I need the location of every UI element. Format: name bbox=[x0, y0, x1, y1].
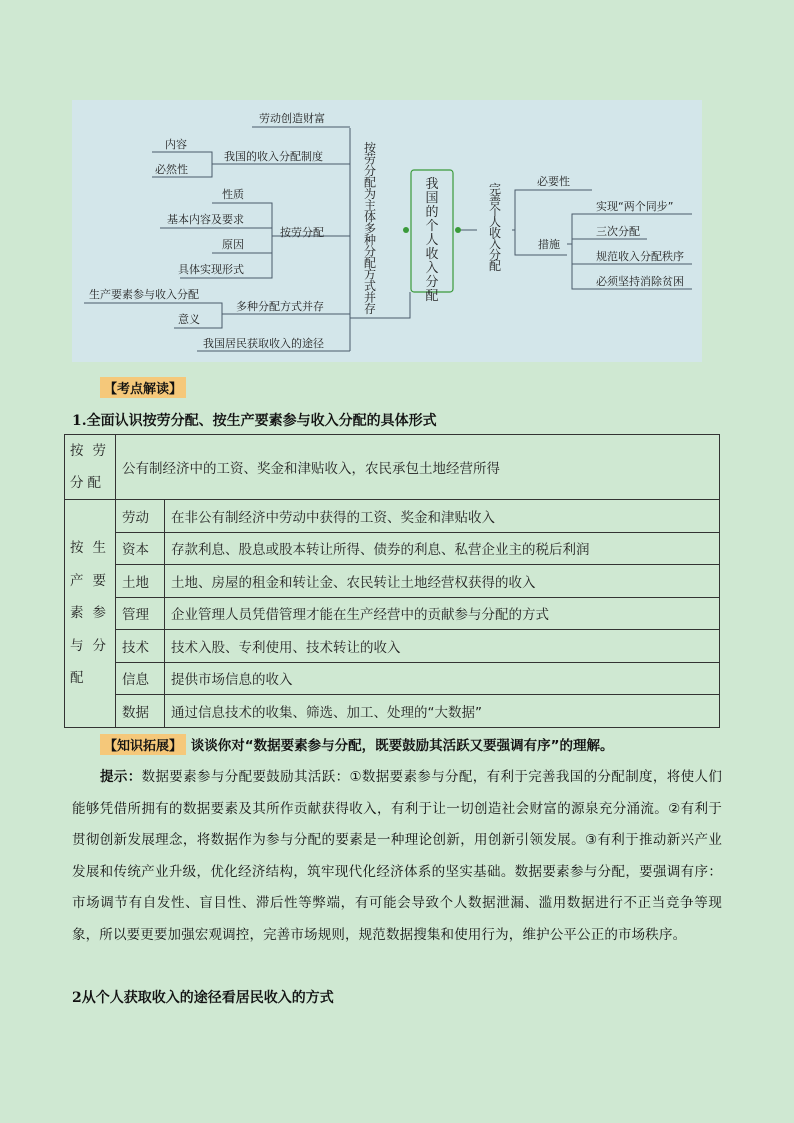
table-factor: 信息 bbox=[116, 662, 165, 695]
hint-text: 数据要素参与分配要鼓励其活跃：①数据要素参与分配，有利于完善我国的分配制度，将使人们能够凭借所拥有的数据要素及其所作贡献获得收入，有利于让一切创造社会财富的源泉充分涌流。②有利于贯彻创新发展理念，将数据作为参与分配的要素是一种理论创新，用创新引领发展。③有利于推动新兴产业发展和传统产业升级，优化经济结构，筑牢现代化经济体系的坚实基础。数据要素参与分配，要强调有序：市场调节有自发性、盲目性、滞后性等弊端，有可能会导致个人数据泄漏、滥用数据进行不正当竞争等现象，所以要更要加强宏观调控，完善市场规则，规范数据搜集和使用行为，维护公平公正的市场秩序。 bbox=[72, 769, 722, 943]
mm-item-distribution-system: 我国的收入分配制度 bbox=[224, 150, 323, 163]
left-title-vertical-char: 分 bbox=[363, 164, 377, 178]
left-title-vertical-char: 分 bbox=[363, 244, 377, 259]
knowledge-expand-question: 谈谈你对“数据要素参与分配，既要鼓励其活跃又要强调有序”的理解。 bbox=[190, 738, 614, 754]
mm-leaf-standardize: 规范收入分配秩序 bbox=[596, 250, 684, 263]
mm-item-labor-distribution: 按劳分配 bbox=[280, 226, 324, 239]
left-title-vertical-char: 为 bbox=[363, 187, 377, 201]
mm-leaf-basic-content: 基本内容及要求 bbox=[167, 213, 244, 226]
center-vertical-char: 的 bbox=[425, 205, 439, 220]
table-cell: 企业管理人员凭借管理才能在生产经营中的贡献参与分配的方式 bbox=[165, 597, 720, 630]
right-title-vertical-char: 人 bbox=[488, 215, 502, 229]
left-title-vertical-char: 多 bbox=[363, 221, 377, 236]
mm-leaf-nature: 性质 bbox=[222, 188, 244, 201]
mm-leaf-factors: 生产要素参与收入分配 bbox=[89, 288, 199, 301]
table-row bbox=[65, 565, 720, 598]
knowledge-expand-tag: 【知识拓展】 bbox=[100, 734, 186, 755]
left-title-vertical-char: 存 bbox=[363, 302, 377, 316]
mm-item-multiple-methods: 多种分配方式并存 bbox=[236, 300, 324, 313]
table-cell: 通过信息技术的收集、筛选、加工、处理的“大数据” bbox=[165, 695, 720, 728]
table-row bbox=[65, 695, 720, 728]
right-title-vertical-char: 个 bbox=[488, 204, 502, 218]
mm-item-necessity: 必要性 bbox=[537, 175, 570, 188]
table-cell: 存款利息、股息或股本转让所得、债券的利息、私营企业主的税后利润 bbox=[165, 532, 720, 565]
heading-1: 1.全面认识按劳分配、按生产要素参与收入分配的具体形式 bbox=[72, 413, 437, 429]
mm-leaf-necessity: 必然性 bbox=[155, 163, 188, 176]
center-node-vertical-text bbox=[425, 177, 438, 304]
hint-label: 提示： bbox=[100, 769, 142, 785]
left-title-vertical-char: 按 bbox=[363, 141, 377, 155]
left-title-vertical-char: 配 bbox=[363, 256, 377, 270]
table-cell: 公有制经济中的工资、奖金和津贴收入，农民承包土地经营所得 bbox=[116, 435, 720, 500]
right-title-vertical-char: 善 bbox=[488, 193, 502, 207]
right-title-vertical-char: 完 bbox=[488, 182, 502, 196]
left-title-vertical-char: 配 bbox=[363, 175, 377, 190]
table-factor: 资本 bbox=[116, 532, 165, 565]
right-title-vertical-char: 配 bbox=[488, 259, 502, 273]
table-factor: 土地 bbox=[116, 565, 165, 598]
table-category-factors: 按生产要素参与分配 bbox=[65, 500, 116, 728]
mm-leaf-eliminate-poverty: 必须坚持消除贫困 bbox=[596, 275, 684, 288]
table-cell: 技术入股、专利使用、技术转让的收入 bbox=[165, 630, 720, 663]
right-title-vertical-char: 收 bbox=[488, 226, 502, 240]
heading-2: 2从个人获取收入的途径看居民收入的方式 bbox=[72, 990, 334, 1006]
table-factor: 数据 bbox=[116, 695, 165, 728]
center-vertical-char: 分 bbox=[425, 275, 439, 290]
left-title-vertical-char: 主 bbox=[363, 198, 377, 213]
left-title-vertical-char: 种 bbox=[363, 233, 377, 247]
mind-map bbox=[72, 100, 702, 362]
center-vertical-char: 国 bbox=[425, 191, 439, 206]
table-factor: 技术 bbox=[116, 630, 165, 663]
table-row bbox=[65, 662, 720, 695]
table-row bbox=[65, 630, 720, 663]
right-title-vertical-char: 入 bbox=[488, 237, 502, 251]
table-category-labor: 按劳分配 bbox=[65, 435, 116, 500]
mind-map-diagram bbox=[72, 100, 702, 362]
left-title-vertical-char: 体 bbox=[363, 210, 377, 224]
left-title-vertical-char: 劳 bbox=[363, 152, 377, 167]
mm-leaf-realization: 具体实现形式 bbox=[178, 263, 244, 276]
table-cell: 在非公有制经济中劳动中获得的工资、奖金和津贴收入 bbox=[165, 500, 720, 533]
center-vertical-char: 人 bbox=[425, 233, 439, 248]
mm-item-income-channels: 我国居民获取收入的途径 bbox=[203, 337, 324, 350]
table-factor: 劳动 bbox=[116, 500, 165, 533]
mm-leaf-two-sync: 实现“两个同步” bbox=[596, 200, 674, 213]
left-title-vertical-char: 并 bbox=[363, 290, 377, 305]
right-branch-title bbox=[489, 182, 501, 273]
left-title-vertical-char: 式 bbox=[363, 279, 377, 293]
center-vertical-char: 收 bbox=[425, 247, 439, 262]
center-vertical-char: 我 bbox=[425, 177, 439, 192]
table-row bbox=[65, 500, 720, 533]
center-vertical-char: 配 bbox=[425, 289, 439, 304]
section-tag-key-points: 【考点解读】 bbox=[100, 377, 186, 398]
center-vertical-char: 入 bbox=[425, 261, 439, 276]
mm-leaf-reason: 原因 bbox=[222, 238, 244, 251]
table-row bbox=[65, 435, 720, 500]
knowledge-expand bbox=[100, 734, 613, 755]
mm-leaf-significance: 意义 bbox=[178, 313, 200, 326]
table-factor: 管理 bbox=[116, 597, 165, 630]
mm-item-labor-creates-wealth: 劳动创造财富 bbox=[259, 112, 325, 125]
mm-leaf-content: 内容 bbox=[165, 138, 187, 151]
mm-leaf-three-distribution: 三次分配 bbox=[596, 225, 640, 238]
hint-paragraph bbox=[72, 762, 722, 952]
table-row bbox=[65, 532, 720, 565]
right-title-vertical-char: 分 bbox=[488, 248, 502, 262]
table-row bbox=[65, 597, 720, 630]
mm-item-measures: 措施 bbox=[538, 238, 560, 251]
left-branch-title bbox=[364, 140, 377, 316]
center-vertical-char: 个 bbox=[425, 219, 439, 234]
distribution-table bbox=[64, 434, 720, 728]
table-cell: 土地、房屋的租金和转让金、农民转让土地经营权获得的收入 bbox=[165, 565, 720, 598]
table-cell: 提供市场信息的收入 bbox=[165, 662, 720, 695]
left-title-vertical-char: 方 bbox=[363, 267, 377, 282]
